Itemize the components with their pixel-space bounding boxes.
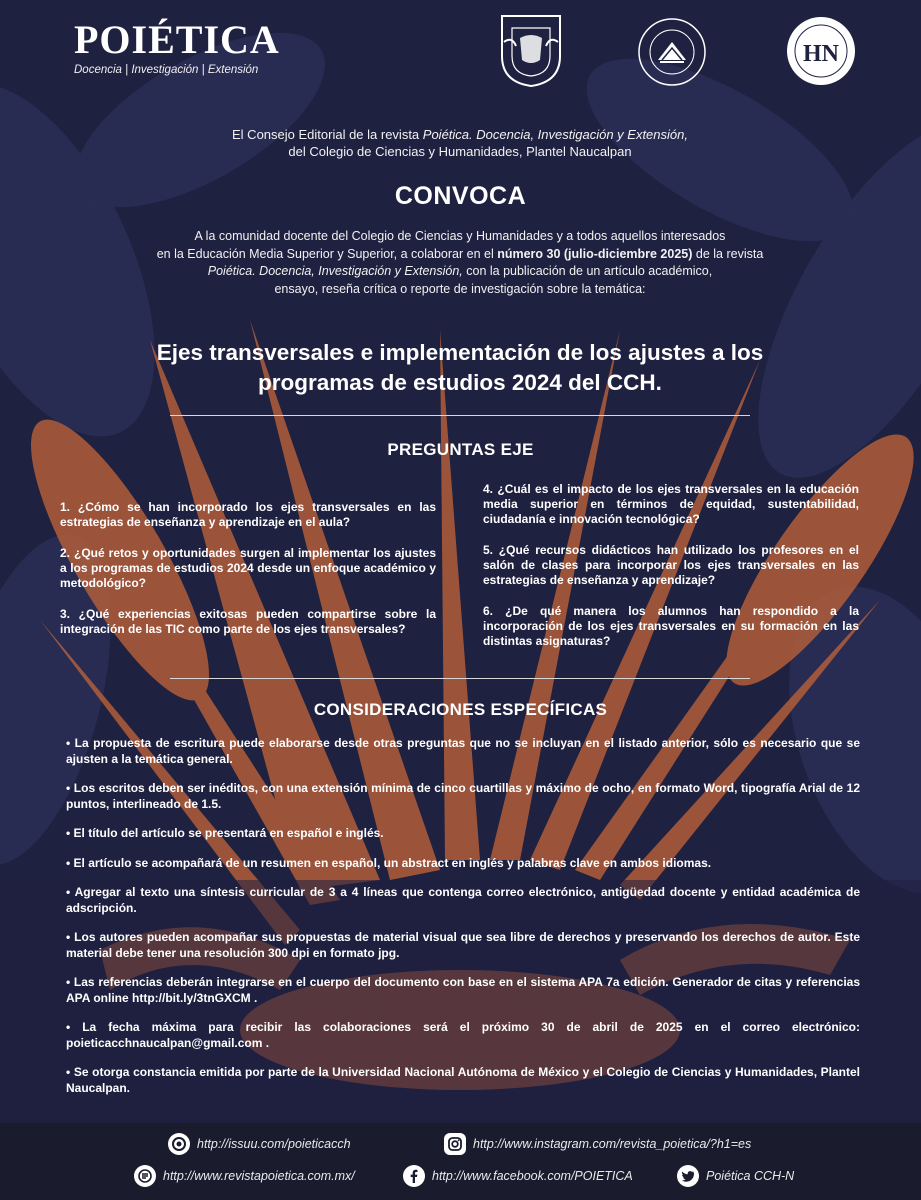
question-item: 2. ¿Qué retos y oportunidades surgen al implementar los ajustes a los programas de estudios 2024 desde un enfoque académico y metodológico? <box>60 546 436 590</box>
divider <box>170 678 750 679</box>
consideration-item: • La fecha máxima para recibir las colaboraciones será el próximo 30 de abril de 2025 en el correo electrónico: poieticacchnaucalpan@gmail.com . <box>66 1020 860 1050</box>
desc-issue-number: número 30 (julio-diciembre 2025) <box>497 246 693 261</box>
desc-line3-post: con la publicación de un artículo académico, <box>462 264 713 278</box>
convoca-heading: CONVOCA <box>394 182 527 210</box>
consideration-item: • El título del artículo se presentará en español e inglés. <box>66 826 384 840</box>
facebook-url: http://www.facebook.com/POIETICA <box>432 1169 633 1183</box>
instagram-icon <box>444 1133 466 1155</box>
desc-line4: ensayo, reseña crítica o reporte de investigación sobre la temática: <box>274 281 646 296</box>
question-item: 1. ¿Cómo se han incorporado los ejes transversales en las estrategias de enseñanza y aprendizaje en el aula? <box>60 500 436 529</box>
naucalpan-seal-icon <box>784 14 858 88</box>
question-item: 6. ¿De qué manera los alumnos han respondido a la incorporación de los ejes transversales en su formación en las distintas asignaturas? <box>483 604 859 648</box>
call-description <box>130 228 790 298</box>
issuu-url: http://issuu.com/poieticacch <box>197 1137 351 1151</box>
desc-journal-name: Poiética. Docencia, Investigación y Extensión, <box>207 264 463 278</box>
considerations-list <box>66 736 860 1110</box>
poietica-logo <box>74 17 280 76</box>
theme-line1: Ejes transversales e implementación de los ajustes a los <box>156 340 764 365</box>
consideration-item: • Los escritos deben ser inéditos, con una extensión mínima de cinco cuartillas y máximo de ocho, en formato Word, tipografía Arial de 12 puntos, interlineado de 1.5. <box>66 781 860 811</box>
consideration-item: • Agregar al texto una síntesis curricular de 3 a 4 líneas que contenga correo electrónico, antigüedad docente y entidad académica de adscripción. <box>66 885 860 915</box>
twitter-link[interactable] <box>677 1165 794 1187</box>
theme-line2: programas de estudios 2024 del CCH. <box>258 370 662 395</box>
desc-line2-post: de la revista <box>692 246 764 261</box>
consideration-item: • La propuesta de escritura puede elaborarse desde otras preguntas que no se incluyan en el listado anterior, sólo es necesario que se ajusten a la temática general. <box>66 736 860 766</box>
issuu-icon <box>168 1133 190 1155</box>
instagram-link[interactable] <box>444 1133 751 1155</box>
consideration-item: • El artículo se acompañará de un resumen en español, un abstract en inglés y palabras clave en ambos idiomas. <box>66 855 712 870</box>
consideration-item: • Las referencias deberán integrarse en el cuerpo del documento con base en el sistema APA 7a edición. Generador de citas y referencias APA online http://bit.ly/3tnGXCM . <box>66 975 860 1005</box>
website-url: http://www.revistapoietica.com.mx/ <box>163 1169 355 1183</box>
logo-title: POIÉTICA <box>74 17 280 62</box>
unam-seal-icon <box>496 12 566 88</box>
questions-heading: PREGUNTAS EJE <box>387 440 534 459</box>
twitter-icon <box>677 1165 699 1187</box>
questions-right-column <box>483 482 859 665</box>
facebook-link[interactable] <box>403 1165 633 1187</box>
consideration-item: • Los autores pueden acompañar sus propuestas de material visual que sea libre de derechos y preservando los derechos de autor. Este material debe tener una resolución 300 dpi en formato jpg. <box>66 930 860 960</box>
questions-left-column <box>60 500 436 653</box>
desc-line2-pre: en la Educación Media Superior y Superior, a colaborar en el <box>156 246 498 261</box>
website-link[interactable] <box>134 1165 355 1187</box>
footer-links <box>0 1123 921 1200</box>
divider <box>170 415 750 416</box>
twitter-handle: Poiética CCH-N <box>706 1169 795 1183</box>
theme-title <box>110 338 810 398</box>
consideration-item: • Se otorga constancia emitida por parte de la Universidad Nacional Autónoma de México y el Colegio de Ciencias y Humanidades, Plantel Naucalpan. <box>66 1065 860 1095</box>
issuu-link[interactable] <box>168 1133 351 1155</box>
question-item: 4. ¿Cuál es el impacto de los ejes transversales en la educación media superior en términos de equidad, sustentabilidad, ciudadanía e innovación tecnológica? <box>483 482 859 526</box>
intro-line2: del Colegio de Ciencias y Humanidades, Plantel Naucalpan <box>288 144 632 159</box>
website-icon <box>134 1165 156 1187</box>
intro-line1-pre: El Consejo Editorial de la revista <box>232 127 423 142</box>
facebook-icon <box>403 1165 425 1187</box>
question-item: 3. ¿Qué experiencias exitosas pueden compartirse sobre la integración de las TIC como parte de los ejes transversales? <box>60 607 436 636</box>
cch-seal-icon <box>636 16 708 88</box>
question-item: 5. ¿Qué recursos didácticos han utilizado los profesores en el salón de clases para incorporar los ejes transversales en las estrategias de enseñanza y aprendizaje? <box>483 543 859 587</box>
considerations-heading: CONSIDERACIONES ESPECÍFICAS <box>313 700 608 719</box>
intro-text <box>150 126 770 160</box>
svg-text:HN: HN <box>803 41 839 67</box>
desc-line1: A la comunidad docente del Colegio de Ciencias y Humanidades y a todos aquellos interesados <box>194 229 726 243</box>
instagram-url: http://www.instagram.com/revista_poietica/?h1=es <box>473 1137 752 1151</box>
logo-subtitle: Docencia | Investigación | Extensión <box>74 64 259 76</box>
intro-journal-name: Poiética. Docencia, Investigación y Extensión, <box>422 127 688 142</box>
